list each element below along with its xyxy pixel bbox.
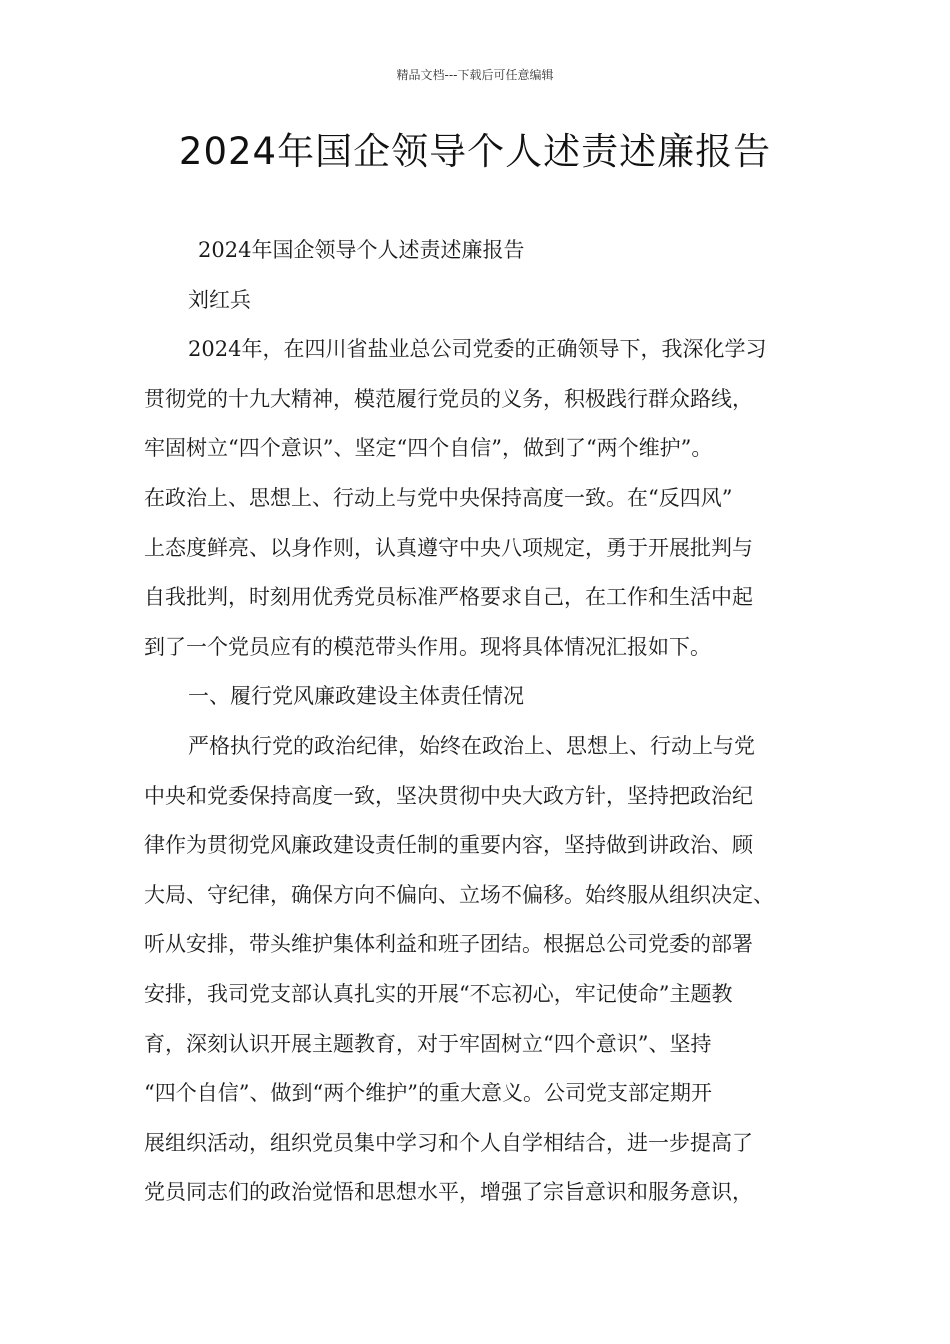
paragraph-line: 中央和党委保持高度一致，坚决贯彻中央大政方针，坚持把政治纪 (144, 783, 753, 808)
paragraph-line: “四个自信”、做到“两个维护”的重大意义。公司党支部定期开 (144, 1081, 712, 1106)
author-line: 刘红兵 (188, 287, 251, 312)
header-note: 精品文档---下载后可任意编辑 (396, 68, 554, 82)
paragraph-line: 在政治上、思想上、行动上与党中央保持高度一致。在“反四风” (144, 485, 733, 510)
document-title: 2024年国企领导个人述责述廉报告 (178, 130, 772, 173)
section-heading: 一、履行党风廉政建设主体责任情况 (188, 684, 524, 709)
paragraph-line: 大局、守纪律，确保方向不偏向、立场不偏移。始终服从组织决定、 (144, 882, 774, 907)
paragraph-line: 贯彻党的十九大精神，模范履行党员的义务，积极践行群众路线， (144, 386, 753, 411)
paragraph-line: 自我批判，时刻用优秀党员标准严格要求自己，在工作和生活中起 (144, 585, 753, 610)
paragraph-line: 展组织活动，组织党员集中学习和个人自学相结合，进一步提高了 (144, 1130, 753, 1155)
paragraph-line: 律作为贯彻党风廉政建设责任制的重要内容，坚持做到讲政治、顾 (144, 833, 753, 858)
paragraph-line: 到了一个党员应有的模范带头作用。现将具体情况汇报如下。 (144, 634, 711, 659)
document-body (144, 226, 824, 1218)
paragraph-line: 党员同志们的政治觉悟和思想水平，增强了宗旨意识和服务意识， (144, 1180, 753, 1205)
paragraph-line: 严格执行党的政治纪律，始终在政治上、思想上、行动上与党 (188, 733, 755, 758)
paragraph-line: 听从安排，带头维护集体利益和班子团结。根据总公司党委的部署 (144, 932, 753, 957)
paragraph-line: 牢固树立“四个意识”、坚定“四个自信”，做到了“两个维护”。 (144, 436, 713, 461)
paragraph-line: 2024年，在四川省盐业总公司党委的正确领导下，我深化学习 (188, 337, 767, 362)
paragraph-line: 上态度鲜亮、以身作则，认真遵守中央八项规定，勇于开展批判与 (144, 535, 753, 560)
subtitle-line: 2024年国企领导个人述责述廉报告 (198, 238, 525, 262)
paragraph-line: 育，深刻认识开展主题教育，对于牢固树立“四个意识”、坚持 (144, 1031, 712, 1056)
paragraph-line: 安排，我司党支部认真扎实的开展“不忘初心，牢记使命”主题教 (144, 981, 733, 1006)
